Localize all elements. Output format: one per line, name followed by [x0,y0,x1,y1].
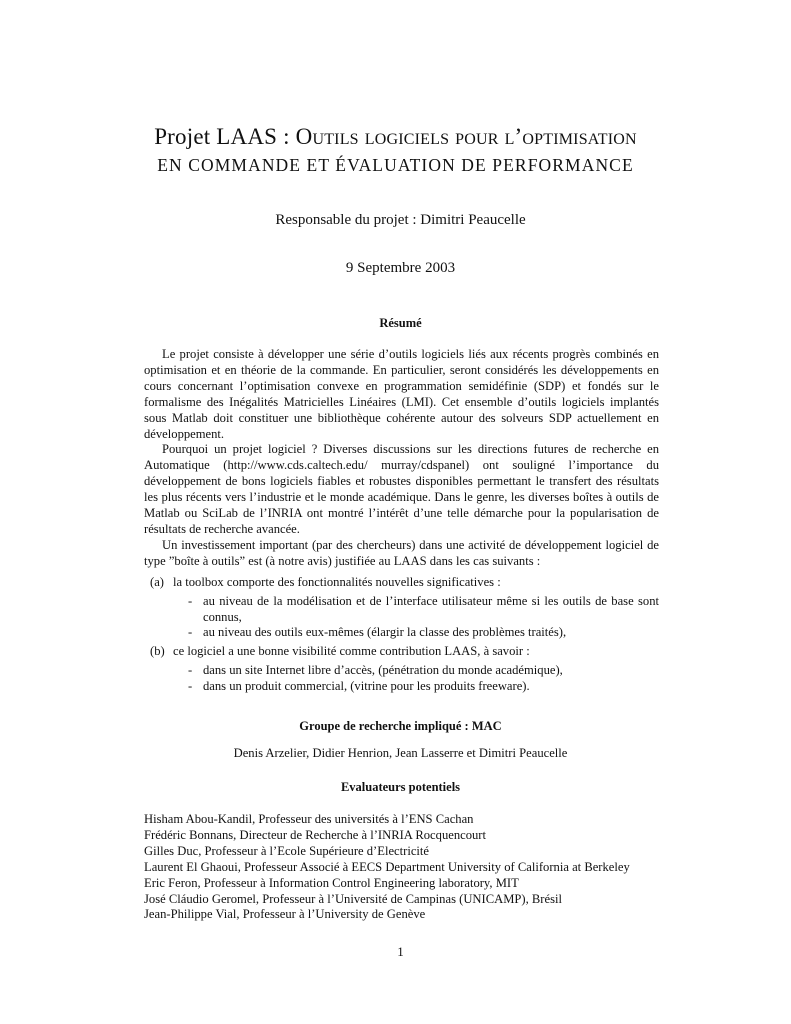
document-date: 9 Septembre 2003 [345,260,456,276]
case-sublist [188,663,659,695]
evaluator-item: Jean-Philippe Vial, Professeur à l’University de Genève [144,907,426,922]
case-label: (a) [150,574,164,589]
title-line-1 [0,124,791,150]
dash-marker: - [188,593,193,608]
evaluator-item: Frédéric Bonnans, Directeur de Recherche à l’INRIA Rocquencourt [144,827,486,842]
abstract-paragraph: Le projet consiste à développer une série d’outils logiciels liés aux récents progrès combinés en optimisation et en théorie de la commande. En particulier, seront considérés les développements en cours concernant l’optimisation convexe en programmation semidéfinie (SDP) et fondés sur le formalisme des Inégalités Matricielles Linéaires (LMI). Cet ensemble d’outils logiciels implantés sous Matlab doit constituer une bibliothèque cohérente autour des solveurs SDP actuellement en développement. [144,347,659,441]
title-prefix: Projet LAAS : [154,124,296,149]
evaluators-list [144,812,704,923]
case-text: ce logiciel a une bonne visibilité comme contribution LAAS, à savoir : [173,644,530,659]
sublist-text: dans un produit commercial, (vitrine pour les produits freeware). [203,679,530,694]
case-item-a [144,575,659,642]
evaluator-item: José Cláudio Geromel, Professeur à l’Université de Campinas (UNICAMP), Brésil [144,891,562,906]
evaluator-item: Hisham Abou-Kandil, Professeur des universités à l’ENS Cachan [144,812,474,826]
abstract-body [144,347,659,698]
case-sublist [188,594,659,642]
case-item-b [144,644,659,695]
sublist-item [188,679,659,695]
dash-marker: - [188,663,193,678]
sublist-item [188,663,659,679]
project-lead: Responsable du projet : Dimitri Peaucelle [275,212,526,228]
sublist-item [188,594,659,626]
sublist-item [188,625,659,641]
sublist-text: au niveau de la modélisation et de l’interface utilisateur même si les outils de base sont connus, [203,593,659,624]
sublist-text: dans un site Internet libre d’accès, (pénétration du monde académique), [203,663,563,678]
dash-marker: - [188,625,193,640]
abstract-paragraph: Pourquoi un projet logiciel ? Diverses discussions sur les directions futures de recherche en Automatique (http://www.cds.caltech.edu/ murray/cdspanel) ont souligné l’importance du développement de bons logiciels fiables et robustes disponibles permettant le transfert des résultats les plus récents vers l’industrie et le monde académique. Dans le genre, les diverses boîtes à outils de Matlab ou SciLab de l’INRIA ont montré l’intérêt d’une telle démarche pour la popularisation de résultats de recherche avancée. [144,442,659,536]
title-line-2: EN COMMANDE ET ÉVALUATION DE PERFORMANCE [157,155,634,175]
abstract-heading: Résumé [379,316,422,330]
evaluator-item: Laurent El Ghaoui, Professeur Associé à EECS Department University of California at Berkeley [144,859,630,874]
case-text: la toolbox comporte des fonctionnalités nouvelles significatives : [173,574,501,589]
research-group-members: Denis Arzelier, Didier Henrion, Jean Lasserre et Dimitri Peaucelle [233,746,568,760]
abstract-paragraph: Un investissement important (par des chercheurs) dans une activité de développement logiciel de type ”boîte à outils” est (à notre avis) justifiée au LAAS dans les cas suivants : [144,537,659,568]
evaluator-item: Gilles Duc, Professeur à l’Ecole Supérieure d’Electricité [144,843,429,858]
page-number: 1 [397,944,404,959]
case-label: (b) [150,644,165,659]
cases-list [144,575,659,695]
evaluators-heading: Evaluateurs potentiels [340,780,461,794]
research-group-heading: Groupe de recherche impliqué : MAC [299,719,502,733]
evaluator-item: Eric Feron, Professeur à Information Control Engineering laboratory, MIT [144,875,519,890]
sublist-text: au niveau des outils eux-mêmes (élargir la classe des problèmes traités), [203,625,567,640]
title-smallcaps: Outils logiciels pour l’optimisation [295,124,637,149]
dash-marker: - [188,679,193,694]
